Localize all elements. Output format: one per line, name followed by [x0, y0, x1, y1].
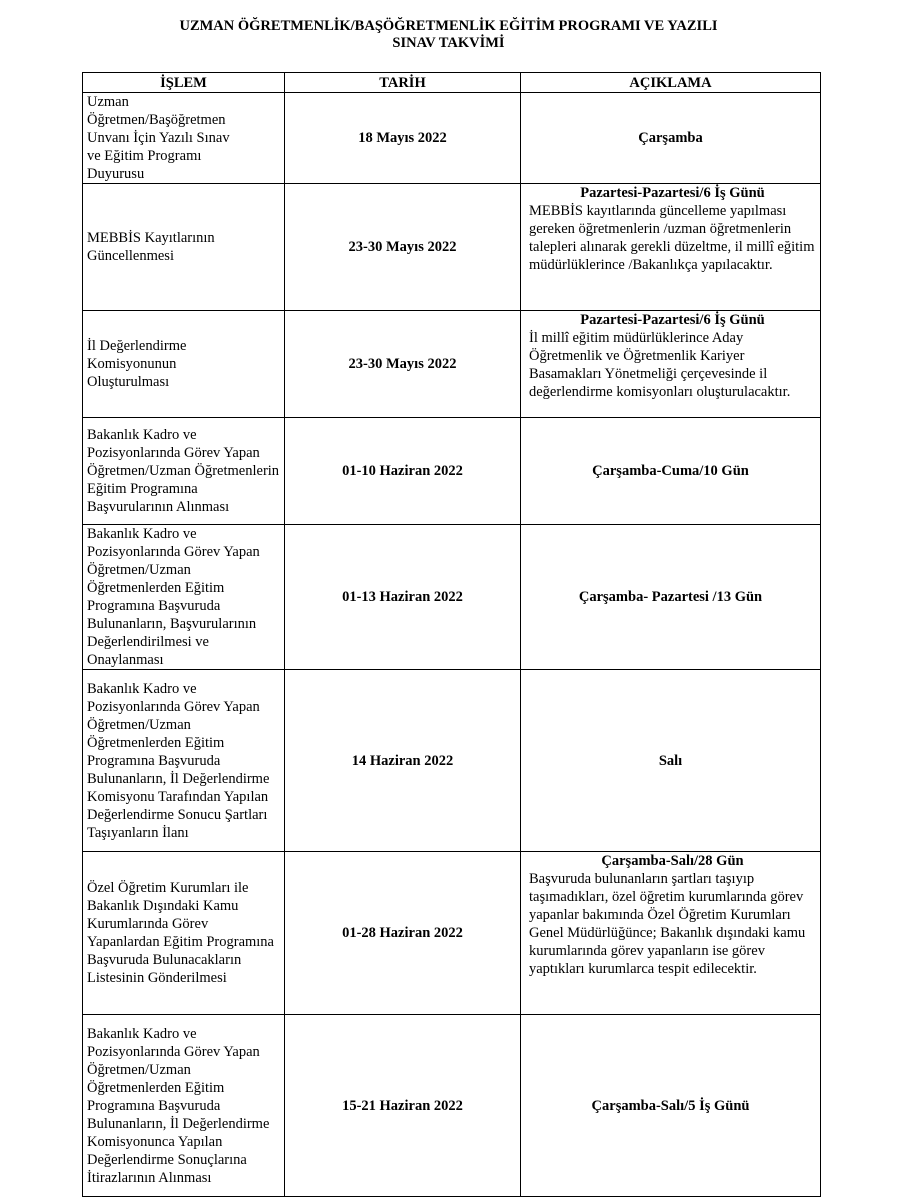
- row-aciklama: Çarşamba-Salı/5 İş Günü: [521, 1015, 821, 1197]
- row-tarih: 14 Haziran 2022: [285, 670, 521, 852]
- title-line-1: UZMAN ÖĞRETMENLİK/BAŞÖĞRETMENLİK EĞİTİM PROGRAMI VE YAZILI: [179, 18, 718, 34]
- aciklama-head: Pazartesi-Pazartesi/6 İş Günü: [580, 185, 765, 201]
- aciklama-head: Çarşamba-Salı/28 Gün: [601, 853, 744, 869]
- row-islem: Uzman Öğretmen/Başöğretmen Unvanı İçin Yazılı Sınav ve Eğitim Programı Duyurusu: [83, 93, 285, 184]
- table-row: [83, 418, 821, 525]
- table-row: [83, 852, 821, 1015]
- header-tarih: TARİH: [285, 73, 521, 93]
- row-islem: Bakanlık Kadro ve Pozisyonlarında Görev Yapan Öğretmen/Uzman Öğretmenlerden Eğitim Programına Başvuruda Bulunanların, Başvurularının Değerlendirilmesi ve Onaylanması: [83, 525, 285, 670]
- aciklama-body: MEBBİS kayıtlarında güncelleme yapılması gereken öğretmenlerin /uzman öğretmenlerin talepleri alınarak gerekli düzeltme, il millî eğitim müdürlüklerince /Bakanlıkça yapılacaktır.: [529, 203, 815, 273]
- aciklama-head: Pazartesi-Pazartesi/6 İş Günü: [580, 312, 765, 328]
- table-row: [83, 1015, 821, 1197]
- table-header-row: [83, 73, 821, 93]
- row-islem: İl Değerlendirme Komisyonunun Oluşturulması: [83, 311, 285, 418]
- row-tarih: 18 Mayıs 2022: [285, 93, 521, 184]
- table-row: [83, 525, 821, 670]
- table-row: [83, 670, 821, 852]
- document-title: [0, 18, 897, 52]
- row-aciklama: Salı: [521, 670, 821, 852]
- header-islem: İŞLEM: [83, 73, 285, 93]
- row-tarih: 23-30 Mayıs 2022: [285, 184, 521, 311]
- row-tarih: 01-13 Haziran 2022: [285, 525, 521, 670]
- row-aciklama: [521, 852, 821, 1015]
- row-aciklama: [521, 184, 821, 311]
- row-tarih: 01-28 Haziran 2022: [285, 852, 521, 1015]
- row-islem: Bakanlık Kadro ve Pozisyonlarında Görev Yapan Öğretmen/Uzman Öğretmenlerin Eğitim Programına Başvurularının Alınması: [83, 418, 285, 525]
- row-tarih: 23-30 Mayıs 2022: [285, 311, 521, 418]
- row-tarih: 15-21 Haziran 2022: [285, 1015, 521, 1197]
- title-line-2: SINAV TAKVİMİ: [392, 35, 505, 51]
- aciklama-body: İl millî eğitim müdürlüklerince Aday Öğretmenlik ve Öğretmenlik Kariyer Basamakları Yönetmeliği çerçevesinde il değerlendirme komisyonları oluşturulacaktır.: [529, 330, 791, 400]
- table-row: [83, 184, 821, 311]
- row-islem: Bakanlık Kadro ve Pozisyonlarında Görev Yapan Öğretmen/Uzman Öğretmenlerden Eğitim Programına Başvuruda Bulunanların, İl Değerlendirme Komisyonunca Yapılan Değerlendirme Sonuçlarına İtirazlarının Alınması: [83, 1015, 285, 1197]
- table-row: [83, 93, 821, 184]
- row-islem: Özel Öğretim Kurumları ile Bakanlık Dışındaki Kamu Kurumlarında Görev Yapanlardan Eğitim Programına Başvuruda Bulunacakların Listesinin Gönderilmesi: [83, 852, 285, 1015]
- row-aciklama: Çarşamba: [521, 93, 821, 184]
- row-islem: MEBBİS Kayıtlarının Güncellenmesi: [83, 184, 285, 311]
- row-aciklama: [521, 311, 821, 418]
- row-tarih: 01-10 Haziran 2022: [285, 418, 521, 525]
- row-aciklama: Çarşamba- Pazartesi /13 Gün: [521, 525, 821, 670]
- row-aciklama: Çarşamba-Cuma/10 Gün: [521, 418, 821, 525]
- schedule-table: [82, 72, 821, 1197]
- table-row: [83, 311, 821, 418]
- row-islem: Bakanlık Kadro ve Pozisyonlarında Görev Yapan Öğretmen/Uzman Öğretmenlerden Eğitim Programına Başvuruda Bulunanların, İl Değerlendirme Komisyonu Tarafından Yapılan Değerlendirme Sonucu Şartları Taşıyanların İlanı: [83, 670, 285, 852]
- header-aciklama: AÇIKLAMA: [521, 73, 821, 93]
- aciklama-body: Başvuruda bulunanların şartları taşıyıp taşımadıkları, özel öğretim kurumlarında görev yapanlar bakımında Özel Öğretim Kurumları Genel Müdürlüğünce; Bakanlık dışındaki kamu kurumlarında görev yapanların ise görev yaptıkları kurumlarca tespit edilecektir.: [529, 871, 806, 977]
